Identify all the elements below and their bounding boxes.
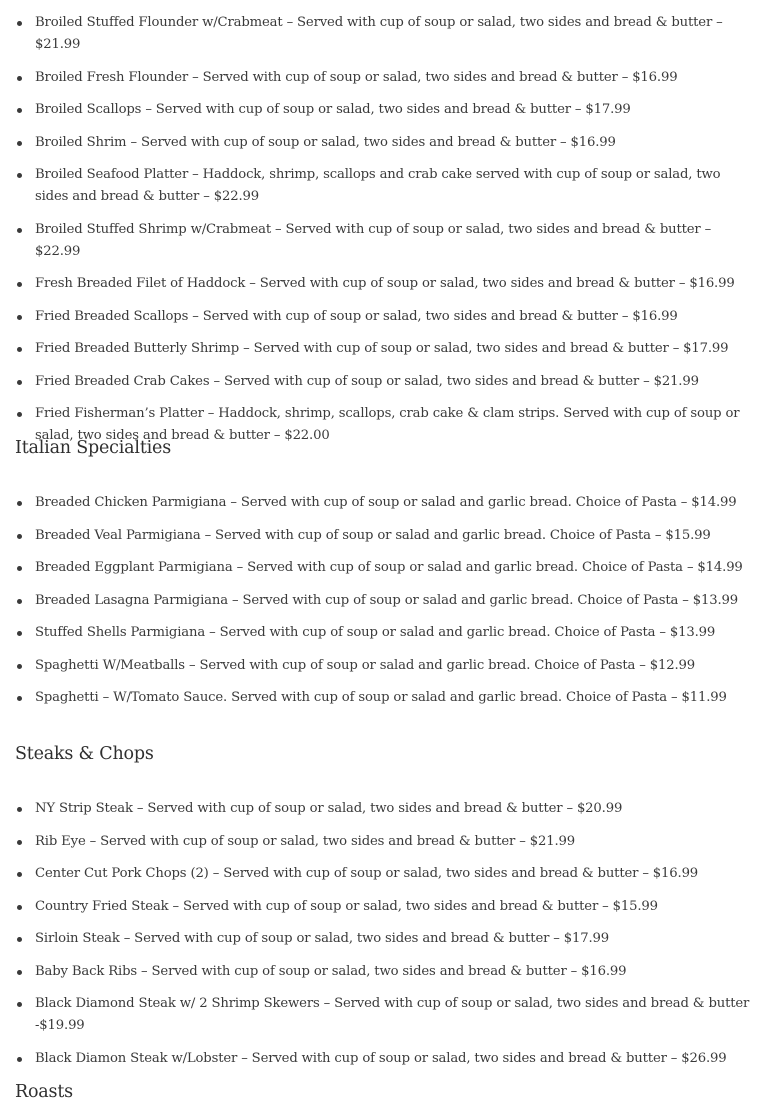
list-item-text: Rib Eye – Served with cup of soup or salad, two sides and bread & butter – $21.99 [35,833,575,849]
bullet-icon [17,599,22,604]
list-item-text: Sirloin Steak – Served with cup of soup or salad, two sides and bread & butter – $17.99 [35,931,610,946]
list-item-text: Breaded Chicken Parmigiana – Served with cup of soup or salad and garlic bread. Choice of Pasta – $14.99 [35,495,737,510]
list-item [0,622,770,644]
bullet-icon [17,282,22,287]
list-item-text: Breaded Eggplant Parmigiana – Served with cup of soup or salad and garlic bread. Choice of Pasta – $14.99 [35,560,743,575]
bullet-icon [17,696,22,701]
list-item [0,590,770,612]
list-item [0,273,770,295]
list-item [0,687,770,709]
list-item [0,993,770,1037]
list-item [0,863,770,885]
italian-list [0,492,770,720]
bullet-icon [17,228,22,233]
bullet-icon [17,141,22,146]
bullet-icon [17,970,22,975]
bullet-icon [17,937,22,942]
list-item [0,798,770,820]
list-item [0,219,770,263]
list-item-text: Broiled Stuffed Flounder w/Crabmeat – Served with cup of soup or salad, two sides and bread & butter – $21.99 [35,15,723,52]
list-item [0,831,770,853]
list-item-text: Country Fried Steak – Served with cup of soup or salad, two sides and bread & butter – $15.99 [35,898,658,914]
list-item-text: Black Diamon Steak w/Lobster – Served with cup of soup or salad, two sides and bread & butter – $26.99 [35,1050,727,1066]
steaks-list [0,798,770,1080]
bullet-icon [17,664,22,669]
list-item-text: Center Cut Pork Chops (2) – Served with cup of soup or salad, two sides and bread & butter – $16.99 [35,866,699,881]
list-item-text: Broiled Stuffed Shrimp w/Crabmeat – Served with cup of soup or salad, two sides and bread & butter – $22.99 [35,221,712,259]
bullet-icon [17,380,22,385]
list-item [0,164,770,208]
section-heading-roasts: Roasts [15,1082,73,1102]
list-item-text: Broiled Scallops – Served with cup of soup or salad, two sides and bread & butter – $17.99 [35,102,631,117]
list-item [0,67,770,89]
list-item [0,132,770,154]
bullet-icon [17,807,22,812]
list-item-text: Fresh Breaded Filet of Haddock – Served with cup of soup or salad, two sides and bread & butter – $16.99 [35,276,735,291]
list-item-text: Broiled Fresh Flounder – Served with cup of soup or salad, two sides and bread & butter – $16.99 [35,69,678,85]
list-item [0,1048,770,1070]
bullet-icon [17,501,22,506]
bullet-icon [17,840,22,845]
list-item [0,338,770,360]
bullet-icon [17,21,22,26]
list-item [0,557,770,579]
list-item-text: Fried Breaded Butterly Shrimp – Served with cup of soup or salad, two sides and bread & butter – $17.99 [35,341,729,356]
bullet-icon [17,76,22,81]
bullet-icon [17,872,22,877]
list-item-text: Fried Breaded Scallops – Served with cup of soup or salad, two sides and bread & butter – $16.99 [35,308,678,324]
list-item-text: Spaghetti W/Meatballs – Served with cup of soup or salad and garlic bread. Choice of Pasta – $12.99 [35,657,696,673]
bullet-icon [17,108,22,113]
list-item [0,961,770,983]
list-item [0,928,770,950]
list-item-text: NY Strip Steak – Served with cup of soup or salad, two sides and bread & butter – $20.99 [35,801,623,816]
bullet-icon [17,347,22,352]
list-item [0,371,770,393]
section-heading-steaks: Steaks & Chops [15,744,154,764]
bullet-icon [17,173,22,178]
list-item-text: Broiled Seafood Platter – Haddock, shrimp, scallops and crab cake served with cup of soup or salad, two sides and bread & butter – $22.99 [35,167,721,204]
bullet-icon [17,905,22,910]
section-heading-italian: Italian Specialties [15,438,171,458]
bullet-icon [17,412,22,417]
list-item-text: Breaded Veal Parmigiana – Served with cup of soup or salad and garlic bread. Choice of Pasta – $15.99 [35,527,711,543]
list-item-text: Breaded Lasagna Parmigiana – Served with cup of soup or salad and garlic bread. Choice of Pasta – $13.99 [35,592,739,608]
list-item [0,896,770,918]
bullet-icon [17,1057,22,1062]
list-item-text: Broiled Shrim – Served with cup of soup or salad, two sides and bread & butter – $16.99 [35,134,616,150]
list-item-text: Stuffed Shells Parmigiana – Served with cup of soup or salad and garlic bread. Choice of Pasta – $13.99 [35,625,716,640]
bullet-icon [17,631,22,636]
list-item [0,655,770,677]
list-item-text: Fried Breaded Crab Cakes – Served with cup of soup or salad, two sides and bread & butter – $21.99 [35,373,699,389]
list-item [0,492,770,514]
bullet-icon [17,1002,22,1007]
list-item [0,12,770,56]
bullet-icon [17,566,22,571]
list-item-text: Baby Back Ribs – Served with cup of soup or salad, two sides and bread & butter – $16.99 [35,963,627,979]
list-item-text: Spaghetti – W/Tomato Sauce. Served with cup of soup or salad and garlic bread. Choice of Pasta – $11.99 [35,690,727,705]
seafood-list [0,12,770,458]
list-item [0,525,770,547]
list-item-text: Fried Fisherman’s Platter – Haddock, shrimp, scallops, crab cake & clam strips. Served with cup of soup or salad, two sides and bread & butter – $22.00 [35,406,740,443]
bullet-icon [17,534,22,539]
list-item-text: Black Diamond Steak w/ 2 Shrimp Skewers – Served with cup of soup or salad, two sides and bread & butter -$19.99 [35,996,750,1033]
bullet-icon [17,315,22,320]
list-item [0,99,770,121]
list-item [0,306,770,328]
